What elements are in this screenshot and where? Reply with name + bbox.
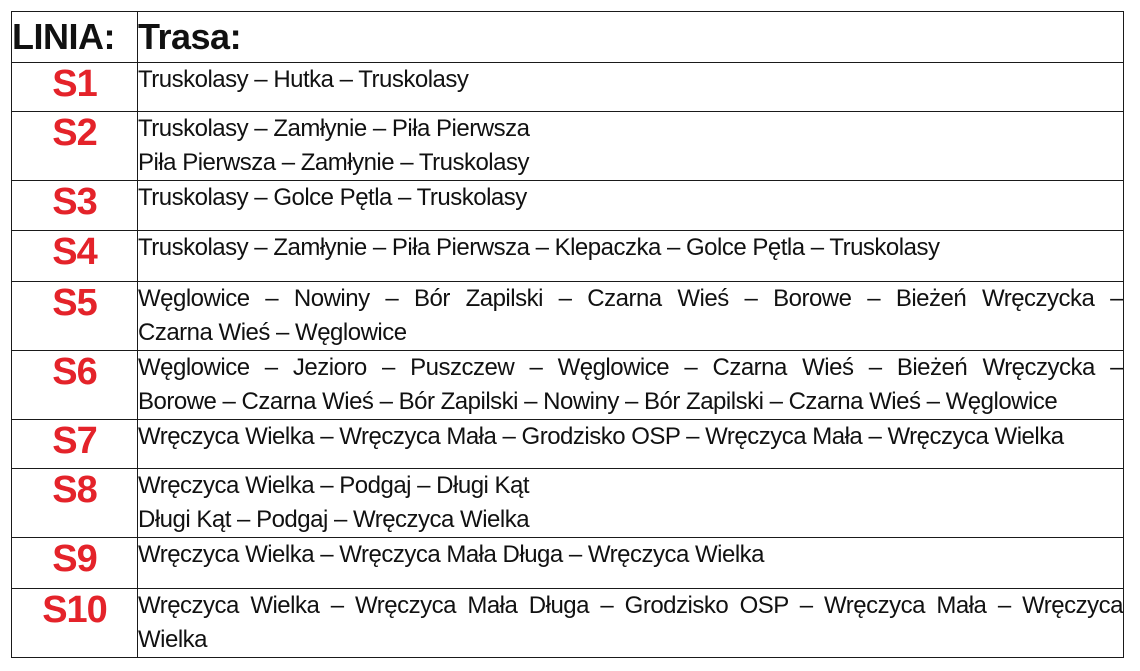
- table-row: [12, 420, 1124, 469]
- line-label: S10: [12, 589, 138, 658]
- route-cell: [138, 538, 1124, 589]
- line-label: S8: [12, 469, 138, 538]
- route-text: Wręczyca Wielka – Wręczyca Mała – Grodzisko OSP – Wręczyca Mała – Wręczyca Wielka: [138, 423, 1064, 450]
- line-label: S1: [12, 63, 138, 112]
- table-row: [12, 63, 1124, 112]
- route-text: Długi Kąt – Podgaj – Wręczyca Wielka: [138, 506, 530, 533]
- routes-table: [11, 11, 1124, 658]
- route-text: Czarna Wieś – Węglowice: [138, 319, 407, 346]
- line-label: S2: [12, 112, 138, 181]
- line-label: S5: [12, 282, 138, 351]
- line-label: S7: [12, 420, 138, 469]
- route-text: Truskolasy – Zamłynie – Piła Pierwsza: [138, 115, 530, 142]
- route-text: Wręczyca Wielka – Wręczyca Mała Długa – Grodzisko OSP – Wręczyca Mała – Wręczyca: [138, 592, 1123, 619]
- table-row: [12, 112, 1124, 181]
- route-cell: [138, 112, 1124, 181]
- header-line: LINIA:: [12, 12, 138, 63]
- route-cell: [138, 181, 1124, 231]
- route-cell: [138, 351, 1124, 420]
- route-cell: [138, 589, 1124, 658]
- route-text: Węglowice – Nowiny – Bór Zapilski – Czarna Wieś – Borowe – Bieżeń Wręczycka –: [138, 285, 1123, 312]
- route-text: Wręczyca Wielka – Wręczyca Mała Długa – Wręczyca Wielka: [138, 541, 765, 568]
- table-row: [12, 469, 1124, 538]
- route-text: Węglowice – Jezioro – Puszczew – Węglowice – Czarna Wieś – Bieżeń Wręczycka –: [138, 354, 1123, 381]
- table-header-row: [12, 12, 1124, 63]
- route-text: Wręczyca Wielka – Podgaj – Długi Kąt: [138, 472, 530, 499]
- route-text: Truskolasy – Zamłynie – Piła Pierwsza – Klepaczka – Golce Pętla – Truskolasy: [138, 234, 940, 261]
- line-label: S3: [12, 181, 138, 231]
- route-text: Piła Pierwsza – Zamłynie – Truskolasy: [138, 149, 529, 176]
- line-label: S4: [12, 231, 138, 282]
- route-cell: [138, 63, 1124, 112]
- route-text: Truskolasy – Hutka – Truskolasy: [138, 66, 469, 93]
- header-route: Trasa:: [138, 12, 1124, 63]
- route-cell: [138, 420, 1124, 469]
- route-text: Borowe – Czarna Wieś – Bór Zapilski – Nowiny – Bór Zapilski – Czarna Wieś – Węglowice: [138, 388, 1058, 415]
- route-text: Truskolasy – Golce Pętla – Truskolasy: [138, 184, 527, 211]
- line-label: S9: [12, 538, 138, 589]
- route-cell: [138, 282, 1124, 351]
- table-row: [12, 589, 1124, 658]
- route-cell: [138, 231, 1124, 282]
- table-row: [12, 231, 1124, 282]
- table-row: [12, 351, 1124, 420]
- line-label: S6: [12, 351, 138, 420]
- table-row: [12, 538, 1124, 589]
- table-row: [12, 282, 1124, 351]
- table-row: [12, 181, 1124, 231]
- route-cell: [138, 469, 1124, 538]
- route-text: Wielka: [138, 626, 208, 653]
